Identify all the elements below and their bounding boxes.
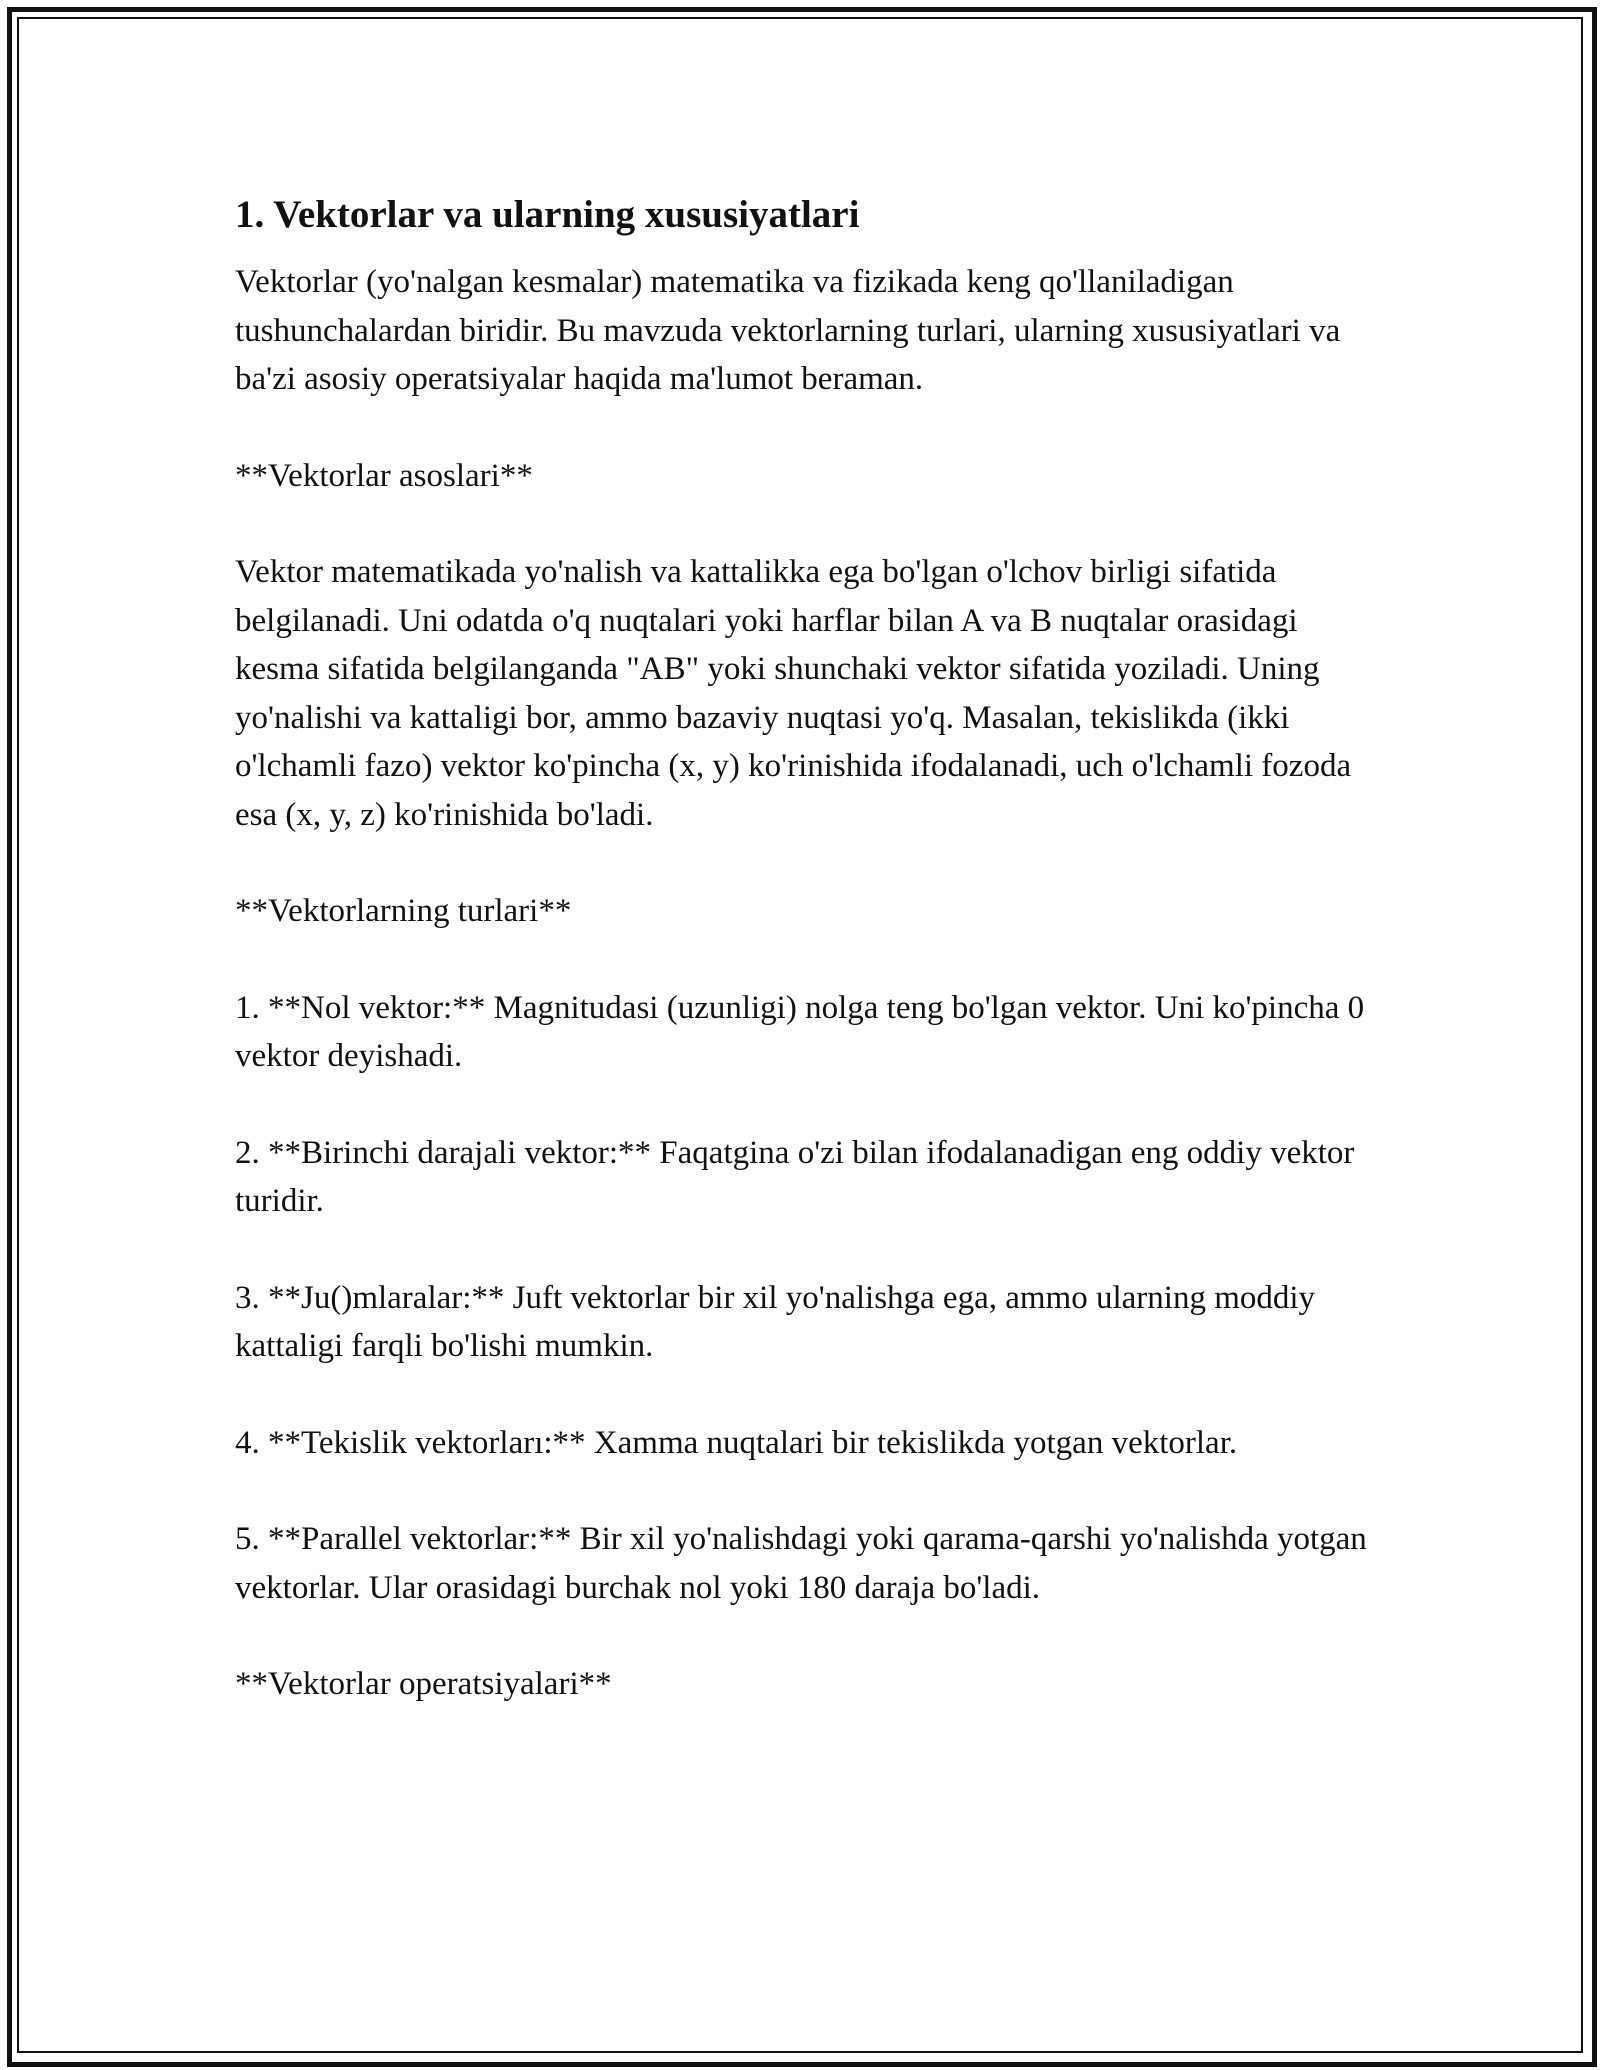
section-title: 1. Vektorlar va ularning xususiyatlari xyxy=(235,193,860,236)
list-item-plane-vectors: 4. **Tekislik vektorları:** Xamma nuqtalari bir tekislikda yotgan vektorlar. xyxy=(235,1424,1238,1461)
subheading-types: **Vektorlarning turlari** xyxy=(235,893,572,929)
list-item-zero-vector: 1. **Nol vektor:** Magnitudasi (uzunligi) nolga teng bo'lgan vektor. Uni ko'pincha 0 vektor deyishadi. xyxy=(235,989,1365,1074)
list-item-parallel-vectors: 5. **Parallel vektorlar:** Bir xil yo'nalishdagi yoki qarama-qarshi yo'nalishda yotgan vektorlar. Ular orasidagi burchak nol yoki 180 daraja bo'ladi. xyxy=(235,1521,1367,1606)
list-item-pair-vectors: 3. **Ju()mlaralar:** Juft vektorlar bir xil yo'nalishga ega, ammo ularning moddiy kattaligi farqli bo'lishi mumkin. xyxy=(235,1279,1316,1364)
intro-paragraph: Vektorlar (yo'nalgan kesmalar) matematika va fizikada keng qo'llaniladigan tushunchalardan biridir. Bu mavzuda vektorlarning turlari, ularning xususiyatlari va ba'zi asosiy operatsiyalar haqida ma'lumot beraman. xyxy=(235,264,1341,397)
subheading-basics: **Vektorlar asoslari** xyxy=(235,457,533,494)
subheading-operations: **Vektorlar operatsiyalari** xyxy=(235,1666,612,1702)
definition-paragraph: Vektor matematikada yo'nalish va kattalikka ega bo'lgan o'lchov birligi sifatida belgilanadi. Uni odatda o'q nuqtalari yoki harflar bilan A va B nuqtalar orasidagi kesma sifatida belgilanganda "AB" yoki shunchaki vektor sifatida yoziladi. Uning yo'nalishi va kattaligi bor, ammo bazaviy nuqtasi yo'q. Masalan, tekislikda (ikki o'lchamli fazo) vektor ko'pincha (x, y) ko'rinishida ifodalanadi, uch o'lchamli fozoda esa (x, y, z) ko'rinishida bo'ladi. xyxy=(235,554,1352,833)
list-item-first-degree-vector: 2. **Birinchi darajali vektor:** Faqatgina o'zi bilan ifodalanadigan eng oddiy vektor turidir. xyxy=(235,1134,1355,1219)
document-body xyxy=(235,186,1375,1757)
